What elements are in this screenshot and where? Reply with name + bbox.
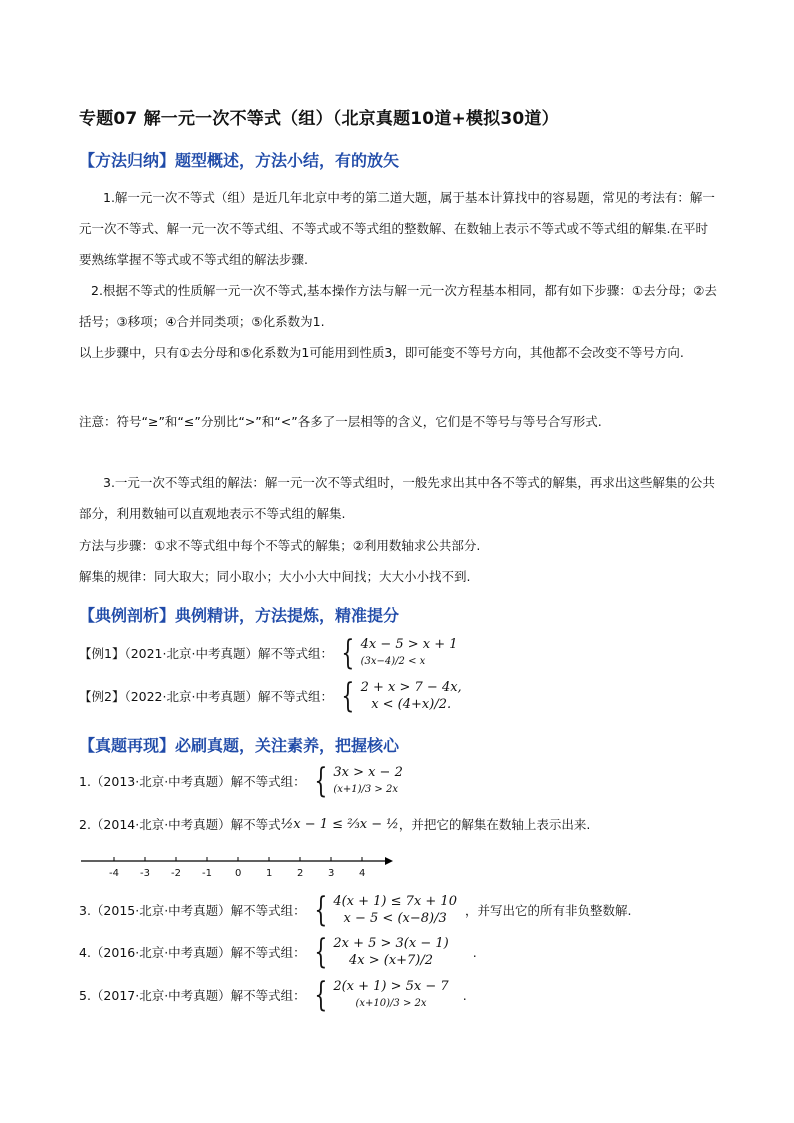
problem-1-label: 1.（2013·北京·中考真题）解不等式组： — [79, 774, 306, 789]
problem-5 — [79, 975, 467, 1015]
problem-3-trail: ，并写出它的所有非负整数解. — [464, 903, 632, 918]
paragraph-4: 注意：符号“≥”和“≤”分别比“>”和“<”各多了一层相等的含义，它们是不等号与等号合写形式. — [79, 414, 602, 429]
problem-5-trail: . — [462, 987, 467, 1003]
paragraph-7: 解集的规律：同大取大；同小取小；大小小大中间找；大大小小找不到. — [79, 569, 471, 584]
brace-icon: { — [341, 676, 355, 716]
example-1-label: 【例1】（2021·北京·中考真题）解不等式组： — [79, 646, 333, 661]
paragraph-3: 以上步骤中，只有①去分母和⑤化系数为1可能用到性质3，即可能变不等号方向，其他都不会改变不等号方向. — [79, 345, 684, 360]
problem-1-line-2: (x+1)/3 > 2x — [333, 784, 398, 795]
problem-5-line-1: 2(x + 1) > 5x − 7 — [333, 979, 449, 994]
section-examples-heading: 【典例剖析】典例精讲，方法提炼，精准提分 — [79, 606, 400, 625]
example-2-line-1: 2 + x > 7 − 4x, — [360, 680, 462, 695]
example-1-line-2: (3x−4)/2 < x — [360, 656, 426, 667]
example-2-label: 【例2】（2022·北京·中考真题）解不等式组： — [79, 689, 333, 704]
brace-icon: { — [314, 890, 327, 930]
problem-3-line-2: x − 5 < (x−8)/3 — [343, 911, 447, 926]
page-title: 专题07 解一元一次不等式（组）（北京真题10道+模拟30道） — [79, 109, 559, 129]
number-line-tick-label: -4 — [109, 868, 119, 879]
example-1-system — [337, 633, 458, 673]
brace-icon: { — [341, 633, 355, 673]
paragraph-6: 方法与步骤：①求不等式组中每个不等式的解集；②利用数轴求公共部分. — [79, 538, 481, 553]
problem-2-trail: ，并把它的解集在数轴上表示出来. — [398, 817, 591, 832]
problem-4-system — [310, 932, 449, 972]
problem-3 — [79, 890, 632, 930]
problem-2-expression: ½x − 1 ≤ ⅔x − ½ — [280, 816, 399, 832]
number-line-tick-label: 0 — [235, 868, 242, 879]
problem-2 — [79, 815, 590, 833]
example-1 — [79, 633, 458, 673]
problem-2-label: 2.（2014·北京·中考真题）解不等式 — [79, 817, 281, 832]
problem-4-trail: . — [472, 944, 477, 960]
paragraph-1: 1.解一元一次不等式（组）是近几年北京中考的第二道大题，属于基本计算找中的容易题，常见的考法有：解一元一次不等式、解一元一次不等式组、不等式或不等式组的整数解、在数轴上表示不等式或不等式组的解集.在平时要熟练掌握不等式或不等式组的解法步骤. — [79, 190, 715, 267]
number-line-tick-label: 4 — [359, 868, 366, 879]
problem-4-line-2: 4x > (x+7)/2 — [348, 953, 434, 968]
number-line-tick-label: 3 — [328, 868, 335, 879]
problem-5-label: 5.（2017·北京·中考真题）解不等式组： — [79, 988, 306, 1003]
example-2-system — [337, 676, 462, 716]
problem-3-label: 3.（2015·北京·中考真题）解不等式组： — [79, 903, 306, 918]
section-method-heading: 【方法归纳】题型概述，方法小结，有的放矢 — [79, 151, 400, 170]
brace-icon: { — [314, 932, 327, 972]
problem-1-system — [310, 761, 403, 801]
section-real-heading: 【真题再现】必刷真题，关注素养，把握核心 — [79, 736, 400, 755]
number-line-tick-label: -3 — [140, 868, 150, 879]
paragraph-2: 2.根据不等式的性质解一元一次不等式,基本操作方法与解一元一次方程基本相同，都有如下步骤：①去分母；②去括号；③移项；④合并同类项；⑤化系数为1. — [79, 283, 717, 329]
paragraph-5: 3.一元一次不等式组的解法：解一元一次不等式组时，一般先求出其中各不等式的解集，再求出这些解集的公共部分，利用数轴可以直观地表示不等式组的解集. — [79, 475, 715, 521]
problem-5-line-2: (x+10)/3 > 2x — [355, 998, 427, 1009]
brace-icon: { — [314, 761, 327, 801]
problem-4-label: 4.（2016·北京·中考真题）解不等式组： — [79, 945, 306, 960]
problem-1 — [79, 761, 403, 801]
problem-4-line-1: 2x + 5 > 3(x − 1) — [333, 936, 449, 951]
example-2 — [79, 676, 462, 716]
number-line-tick-label: 2 — [297, 868, 304, 879]
number-line-tick-label: -2 — [171, 868, 181, 879]
problem-3-system — [310, 890, 457, 930]
number-line-tick-label: -1 — [202, 868, 212, 879]
problem-1-line-1: 3x > x − 2 — [333, 765, 403, 780]
problem-3-line-1: 4(x + 1) ≤ 7x + 10 — [333, 894, 457, 909]
number-line-tick-label: 1 — [266, 868, 273, 879]
example-2-line-2: x < (4+x)/2. — [371, 697, 452, 712]
problem-4 — [79, 932, 477, 972]
example-1-line-1: 4x − 5 > x + 1 — [360, 637, 458, 652]
arrow-right-icon — [385, 857, 393, 865]
brace-icon: { — [314, 975, 327, 1015]
problem-5-system — [310, 975, 449, 1015]
